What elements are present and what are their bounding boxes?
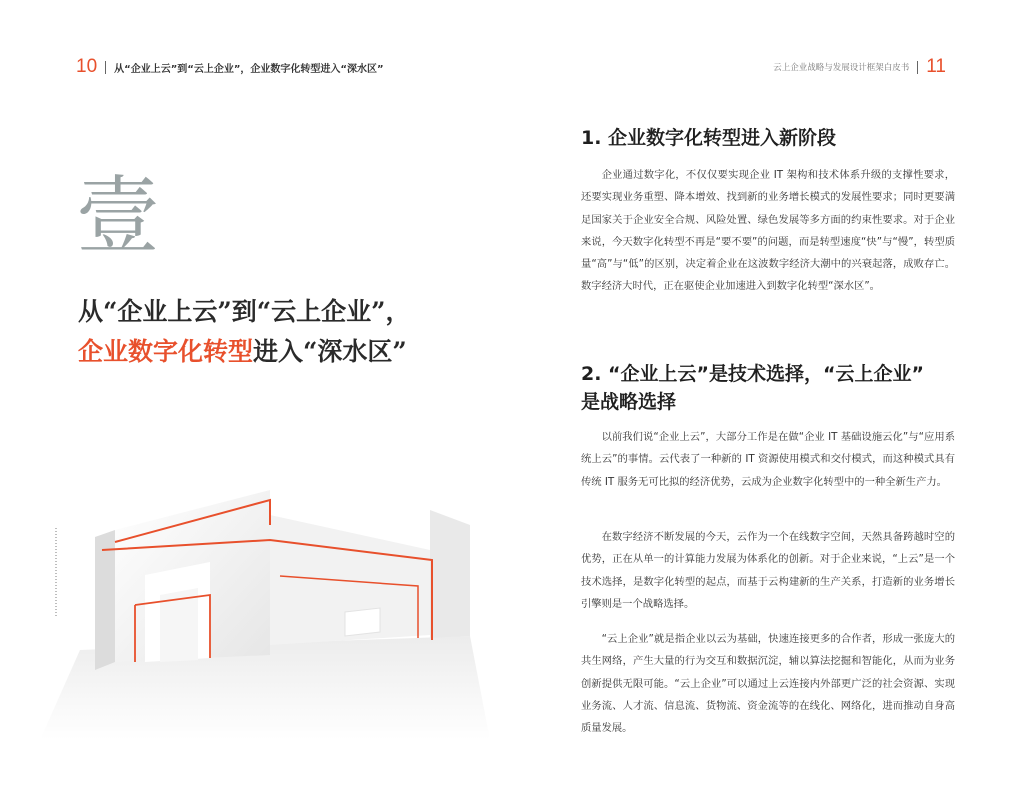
headline-line-2 bbox=[78, 332, 498, 372]
right-running-header bbox=[773, 56, 946, 78]
section-2-paragraph-1: 以前我们说“企业上云”，大部分工作是在做“企业 IT 基础设施云化”与“应用系统上云”的事情。云代表了一种新的 IT 资源使用模式和交付模式，而这种模式具有传统 IT 服务无可比拟的经济优势，云成为企业数字化转型中的一种全新生产力。 bbox=[581, 431, 955, 488]
section-2-paragraph-3: “云上企业”就是指企业以云为基础，快速连接更多的合作者，形成一张庞大的共生网络，产生大量的行为交互和数据沉淀，辅以算法挖掘和智能化，从而为业务创新提供无限可能。“云上企业”可以通过上云连接内外部更广泛的社会资源、实现业务流、人才流、信息流、货物流、资金流等的在线化、网络化，进而推动自身高质量发展。 bbox=[581, 633, 955, 735]
left-header-title: 从“企业上云”到“云上企业”，企业数字化转型进入“深水区” bbox=[114, 63, 384, 75]
right-page bbox=[512, 0, 1024, 790]
section-2-title-line-1: 2. “企业上云”是技术选择，“云上企业” bbox=[581, 363, 925, 385]
section-2-title-line-2: 是战略选择 bbox=[581, 391, 677, 413]
right-wall bbox=[430, 510, 470, 638]
chapter-headline bbox=[78, 292, 498, 372]
header-divider bbox=[917, 61, 918, 74]
section-2-paragraph-2: 在数字经济不断发展的今天，云作为一个在线数字空间，天然具备跨越时空的优势，正在从单一的计算能力发展为体系化的创新。对于企业来说，“上云”是一个技术选择，是数字化转型的起点，而基于云构建新的生产关系，打造新的业务增长引擎则是一个战略选择。 bbox=[581, 531, 955, 610]
section-1-title: 1. 企业数字化转型进入新阶段 bbox=[581, 127, 837, 149]
headline-line-1: 从“企业上云”到“云上企业”， bbox=[78, 297, 411, 326]
header-divider bbox=[105, 61, 106, 74]
headline-accent: 企业数字化转型 bbox=[78, 337, 254, 366]
right-header-title: 云上企业战略与发展设计框架白皮书 bbox=[773, 63, 910, 73]
right-page-number: 11 bbox=[926, 56, 946, 77]
chapter-numeral: 壹 bbox=[76, 167, 161, 265]
section-2-title bbox=[581, 360, 961, 416]
left-running-header bbox=[76, 56, 384, 78]
architecture-illustration bbox=[40, 400, 490, 740]
small-cube bbox=[345, 608, 380, 636]
headline-rest: 进入“深水区” bbox=[253, 337, 407, 366]
section-1-paragraph: 企业通过数字化，不仅仅要实现企业 IT 架构和技术体系升级的支撑性要求，还要实现业务重塑、降本增效、找到新的业务增长模式的发展性要求；同时更要满足国家关于企业安全合规、风险处置、绿色发展等多方面的约束性要求。对于企业来说，今天数字化转型不再是“要不要”的问题，而是转型速度“快”与“慢”，转型质量“高”与“低”的区别，决定着企业在这波数字经济大潮中的兴衰起落，成败存亡。数字经济大时代，正在驱使企业加速进入到数字化转型“深水区”。 bbox=[581, 169, 955, 293]
left-block-side bbox=[95, 530, 115, 670]
left-page-number: 10 bbox=[76, 56, 98, 77]
